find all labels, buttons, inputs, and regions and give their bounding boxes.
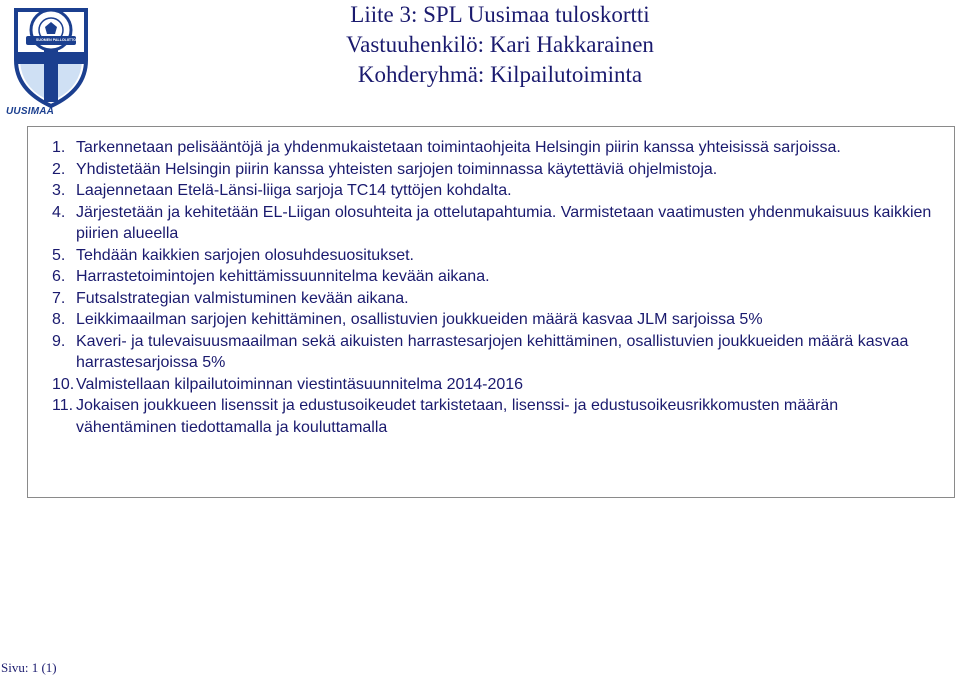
item-text: Yhdistetään Helsingin piirin kanssa yhteisten sarjojen toiminnassa käytettäviä ohjelmistoja. (76, 160, 718, 178)
item-text: Harrastetoimintojen kehittämissuunnitelma kevään aikana. (76, 268, 490, 285)
finnish-football-association-shield-icon (10, 2, 92, 108)
list-item (52, 159, 942, 181)
item-text: Jokaisen joukkueen lisenssit ja edustusoikeudet tarkistetaan, lisenssi- ja edustusoikeusrikkomusten määrän vähentäminen tiedottamalla ja kouluttamalla (76, 397, 839, 436)
item-text: Tehdään kaikkien sarjojen olosuhdesuositukset. (76, 246, 414, 264)
list-item (52, 309, 942, 331)
title-line-2: Vastuuhenkilö: Kari Hakkarainen (346, 32, 654, 57)
item-text: Kaveri- ja tulevaisuusmaailman sekä aikuisten harrastesarjojen kehittäminen, osallistuvien joukkueiden määrä kasvaa harrastesarjoissa 5% (76, 332, 909, 371)
item-text: Järjestetään ja kehitetään EL-Liigan olosuhteita ja ottelutapahtumia. Varmistetaan vaatimusten yhdenmukaisuus kaikkien piirien alueella (76, 203, 932, 242)
goal-list (52, 137, 942, 438)
list-item (52, 180, 942, 202)
list-item (52, 331, 942, 374)
item-number: 9. (52, 332, 66, 350)
item-number: 1. (52, 139, 66, 156)
page-number: Sivu: 1 (1) (1, 660, 57, 675)
item-text: Futsalstrategian valmistuminen kevään aikana. (76, 289, 409, 307)
list-item (52, 137, 942, 159)
list-item (52, 266, 942, 288)
item-number: 5. (52, 246, 66, 264)
list-item (52, 374, 942, 396)
item-text: Laajennetaan Etelä-Länsi-liiga sarjoja TC14 tyttöjen kohdalta. (76, 182, 512, 199)
document-title (300, 0, 700, 90)
list-item (52, 245, 942, 267)
item-number: 11. (52, 397, 74, 414)
item-number: 2. (52, 160, 66, 178)
item-number: 4. (52, 203, 66, 221)
item-number: 6. (52, 268, 66, 285)
logo-ring-text: SUOMEN PALLOLIITTO (36, 38, 76, 42)
list-item (52, 395, 942, 438)
item-number: 3. (52, 182, 66, 199)
logo-region-label: UUSIMAA (6, 106, 55, 117)
list-item (52, 288, 942, 310)
item-text: Tarkennetaan pelisääntöjä ja yhdenmukaistetaan toimintaohjeita Helsingin piirin kanssa yhteisissä sarjoissa. (76, 139, 841, 156)
item-number: 10. (52, 375, 75, 393)
item-text: Valmistellaan kilpailutoiminnan viestintäsuunnitelma 2014-2016 (76, 375, 524, 393)
item-number: 8. (52, 311, 66, 328)
item-number: 7. (52, 289, 66, 307)
list-item (52, 202, 942, 245)
title-line-1: Liite 3: SPL Uusimaa tuloskortti (350, 2, 650, 27)
item-text: Leikkimaailman sarjojen kehittäminen, osallistuvien joukkueiden määrä kasvaa JLM sarjoissa 5% (76, 311, 763, 328)
title-line-3: Kohderyhmä: Kilpailutoiminta (357, 62, 643, 87)
